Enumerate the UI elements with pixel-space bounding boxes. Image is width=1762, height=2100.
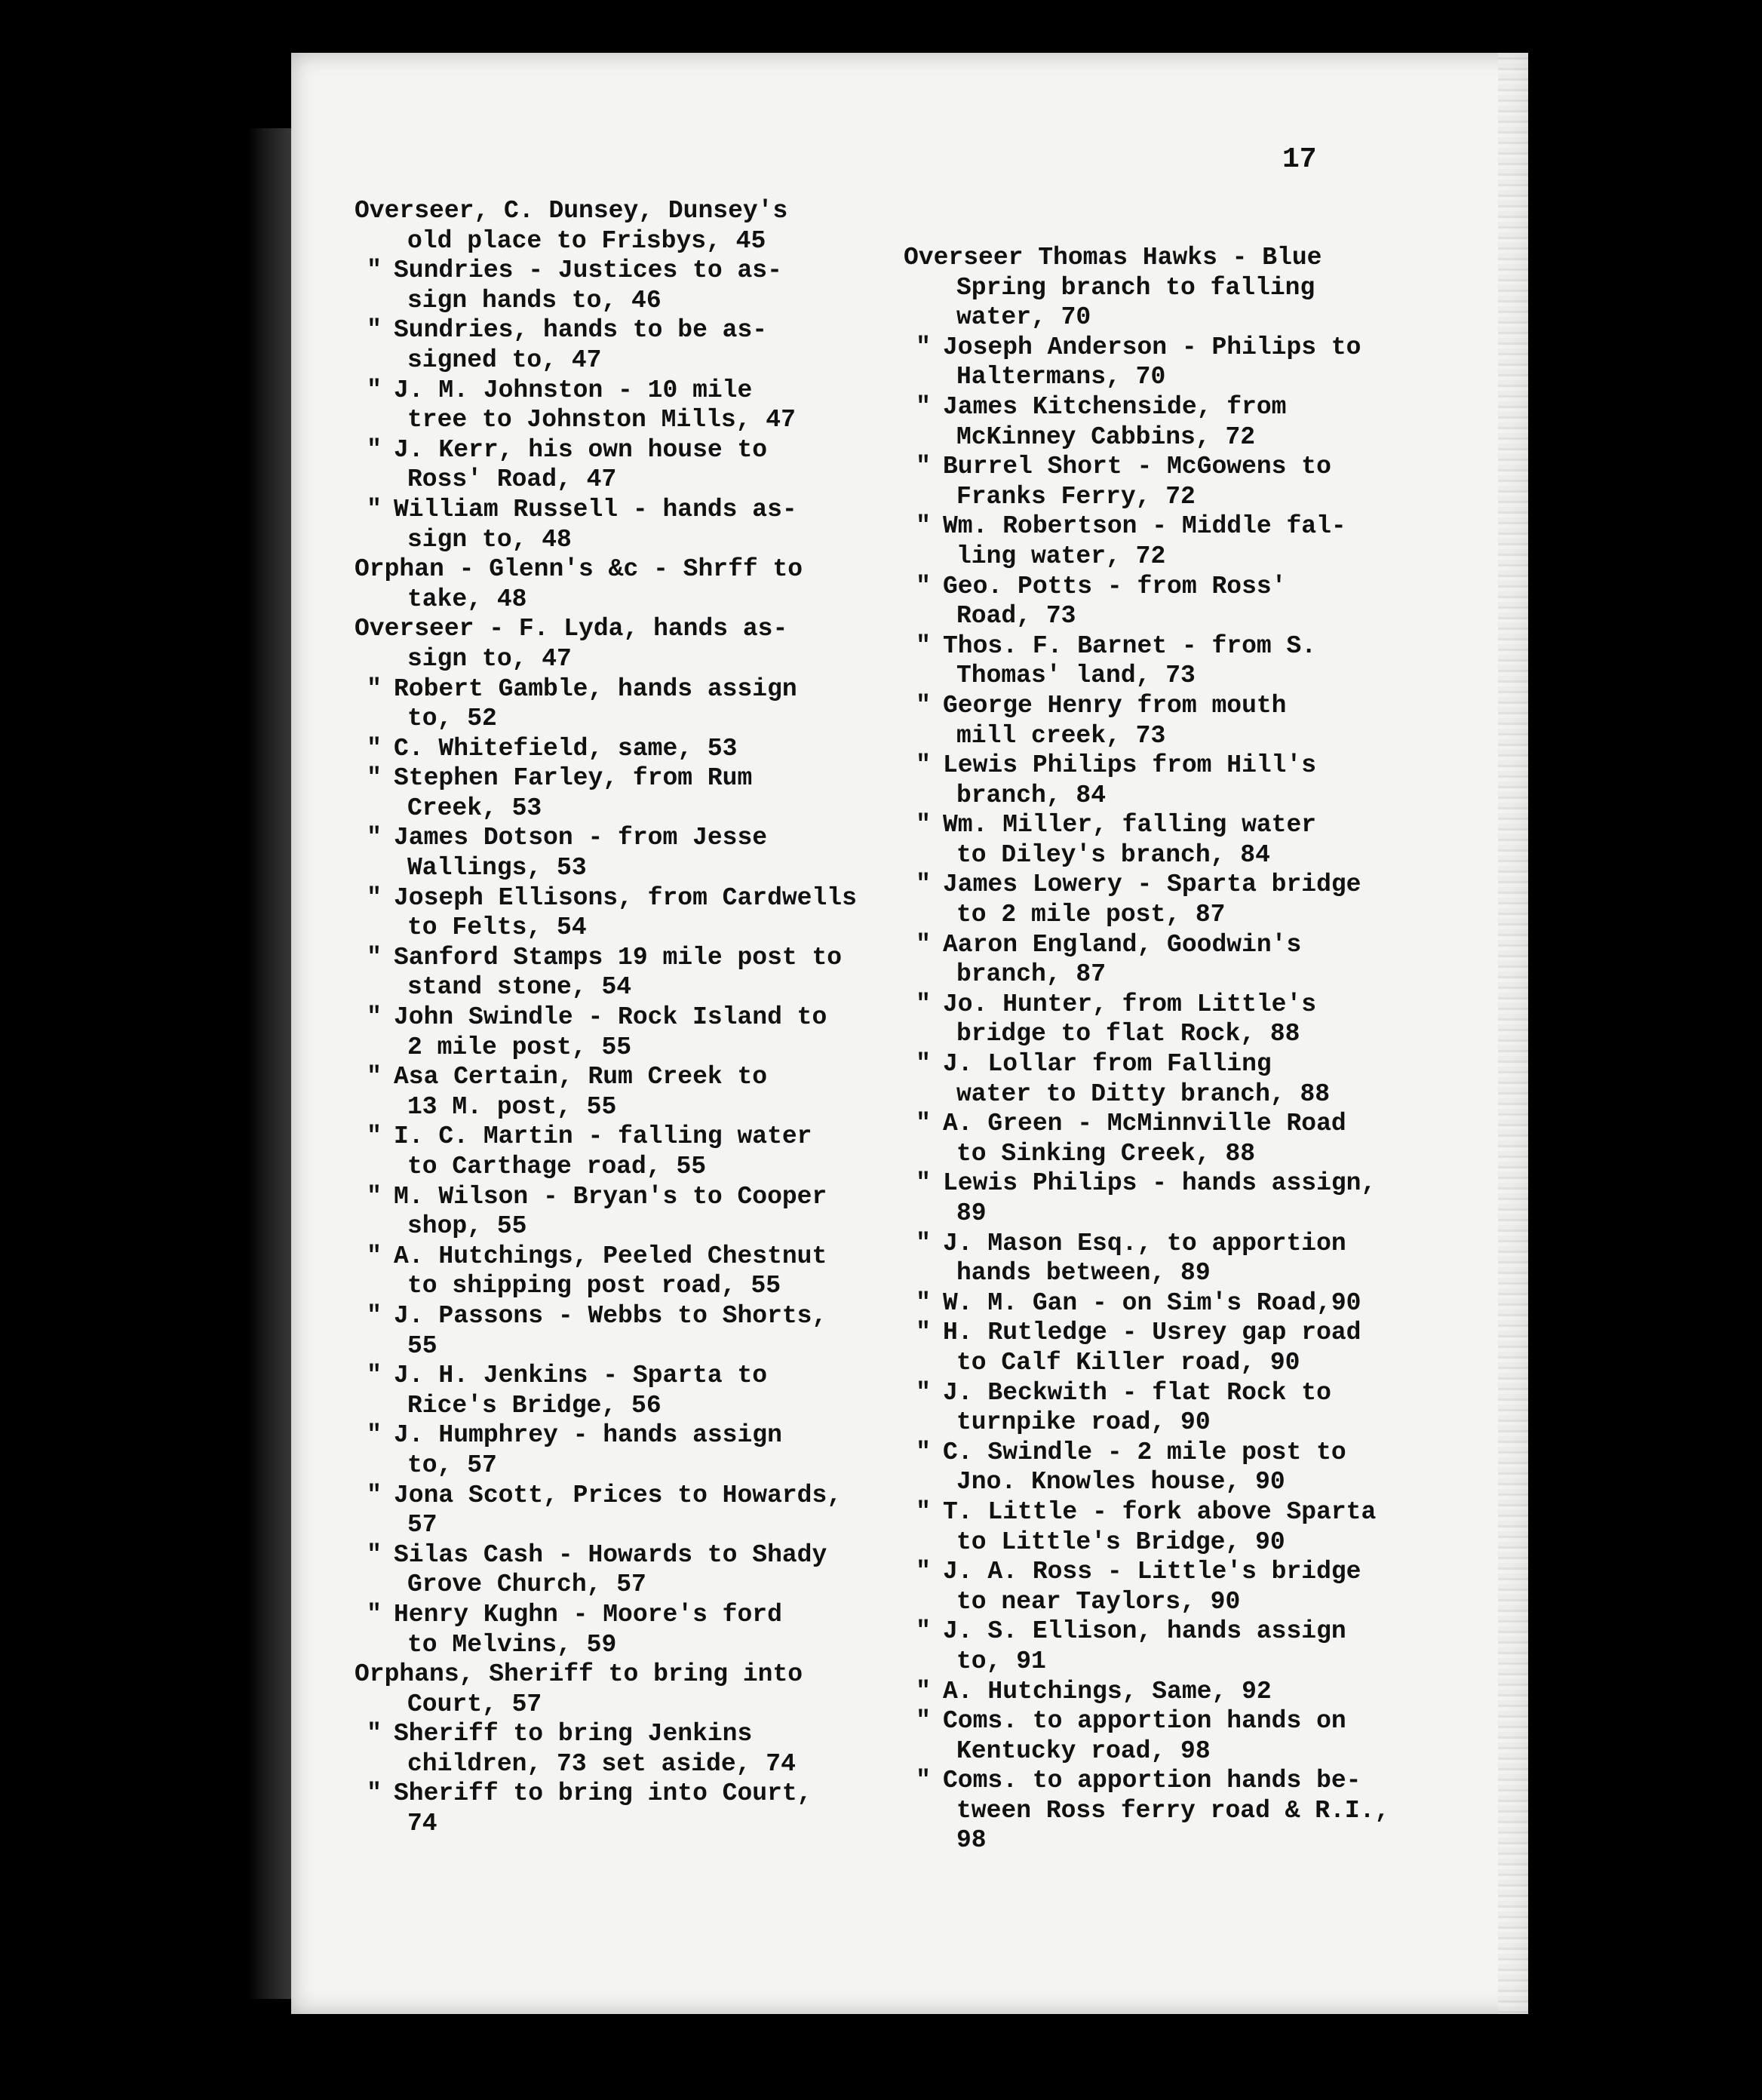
entry-line xyxy=(904,751,1389,781)
entry-text: James Kitchenside, from xyxy=(943,392,1287,421)
entry-text: Lewis Philips from Hill's xyxy=(943,751,1317,780)
entry-text: J. Beckwith - flat Rock to xyxy=(943,1378,1331,1407)
index-entry xyxy=(904,810,1389,870)
entry-line: sign to, 47 xyxy=(407,644,572,673)
index-entry xyxy=(904,751,1389,810)
entry-line: mill creek, 73 xyxy=(956,721,1166,750)
entry-line xyxy=(904,1766,1389,1796)
ditto-mark: " xyxy=(916,333,931,361)
entry-text: James Dotson - from Jesse xyxy=(394,824,768,852)
index-entry xyxy=(355,1122,857,1181)
ditto-mark: " xyxy=(916,1707,931,1736)
entry-text: Geo. Potts - from Ross' xyxy=(943,572,1287,600)
entry-line: to Felts, 54 xyxy=(407,913,587,942)
entry-text: J. Kerr, his own house to xyxy=(394,435,768,464)
index-entry xyxy=(355,1062,857,1122)
ditto-mark: " xyxy=(367,883,382,912)
entry-line: Jno. Knowles house, 90 xyxy=(956,1468,1285,1497)
entry-line: hands between, 89 xyxy=(956,1259,1211,1288)
entry-line: 89 xyxy=(956,1199,987,1227)
entry-line: Thomas' land, 73 xyxy=(956,662,1196,690)
entry-line: Kentucky road, 98 xyxy=(956,1736,1211,1765)
entry-text: J. Lollar from Falling xyxy=(943,1050,1272,1079)
entry-line: 55 xyxy=(407,1331,437,1360)
entry-text: T. Little - fork above Sparta xyxy=(943,1497,1377,1526)
entry-text: Wm. Miller, falling water xyxy=(943,811,1317,840)
entry-text: Coms. to apportion hands on xyxy=(943,1707,1346,1736)
index-entry xyxy=(355,554,857,614)
index-column-left xyxy=(355,196,857,1839)
entry-line: McKinney Cabbins, 72 xyxy=(956,422,1256,451)
index-entry xyxy=(355,674,857,734)
ditto-mark: " xyxy=(916,631,931,660)
entry-text: W. M. Gan - on Sim's Road,90 xyxy=(943,1288,1361,1317)
entry-line xyxy=(904,1318,1389,1348)
index-entry xyxy=(904,870,1389,929)
index-entry xyxy=(904,1288,1389,1319)
index-entry xyxy=(904,333,1389,392)
entry-line xyxy=(355,1182,857,1212)
index-entry xyxy=(355,256,857,315)
entry-line: tree to Johnston Mills, 47 xyxy=(407,406,796,434)
entry-line xyxy=(904,930,1389,960)
entry-line xyxy=(904,572,1389,602)
entry-line: to, 57 xyxy=(407,1451,497,1479)
entry-line xyxy=(904,1288,1389,1319)
entry-line: to shipping post road, 55 xyxy=(407,1272,781,1300)
entry-line xyxy=(355,376,857,406)
index-entry xyxy=(904,1378,1389,1438)
entry-line xyxy=(355,883,857,913)
entry-line: Court, 57 xyxy=(407,1690,542,1718)
entry-line xyxy=(355,495,857,525)
entry-text: A. Hutchings, Peeled Chestnut xyxy=(394,1242,827,1270)
ditto-mark: " xyxy=(367,943,382,972)
entry-line xyxy=(355,435,857,465)
ditto-mark: " xyxy=(367,734,382,763)
entry-text: Sundries - Justices to as- xyxy=(394,256,782,285)
entry-line: Haltermans, 70 xyxy=(956,363,1166,391)
index-entry xyxy=(904,1677,1389,1707)
entry-line: sign to, 48 xyxy=(407,525,572,554)
entry-text: Lewis Philips - hands assign, xyxy=(943,1169,1377,1198)
index-entry xyxy=(355,1779,857,1838)
entry-line xyxy=(355,315,857,345)
entry-line: Spring branch to falling xyxy=(956,273,1315,302)
entry-text: Wm. Robertson - Middle fal- xyxy=(943,512,1346,541)
index-entry xyxy=(355,823,857,883)
entry-line xyxy=(355,1540,857,1570)
entry-line: Orphan - Glenn's &c - Shrff to xyxy=(355,555,803,584)
index-entry xyxy=(355,1002,857,1062)
index-entry xyxy=(355,1659,857,1719)
entry-line xyxy=(355,1600,857,1630)
entry-text: Sanford Stamps 19 mile post to xyxy=(394,943,843,972)
ditto-mark: " xyxy=(916,691,931,720)
entry-line xyxy=(904,1168,1389,1199)
entry-text: J. Passons - Webbs to Shorts, xyxy=(394,1301,827,1330)
index-entry xyxy=(355,1719,857,1779)
ditto-mark: " xyxy=(367,495,382,523)
entry-line: to Carthage road, 55 xyxy=(407,1153,707,1180)
ditto-mark: " xyxy=(367,1779,382,1808)
entry-text: H. Rutledge - Usrey gap road xyxy=(943,1319,1361,1347)
entry-text: J. Mason Esq., to apportion xyxy=(943,1229,1346,1257)
ditto-mark: " xyxy=(916,1497,931,1526)
entry-line: tween Ross ferry road & R.I., xyxy=(956,1796,1390,1825)
index-entry xyxy=(904,930,1389,990)
entry-line: stand stone, 54 xyxy=(407,973,632,1002)
entry-text: A. Green - McMinnville Road xyxy=(943,1110,1346,1138)
entry-line: 13 M. post, 55 xyxy=(407,1092,617,1121)
entry-line: branch, 87 xyxy=(956,960,1107,989)
entry-text: Coms. to apportion hands be- xyxy=(943,1767,1361,1795)
entry-line xyxy=(355,1361,857,1391)
entry-text: C. Swindle - 2 mile post to xyxy=(943,1438,1346,1466)
entry-line: ling water, 72 xyxy=(956,542,1166,570)
entry-line: Overseer - F. Lyda, hands as- xyxy=(355,615,788,643)
entry-text: J. A. Ross - Little's bridge xyxy=(943,1558,1361,1586)
entry-line xyxy=(904,1497,1389,1527)
ditto-mark: " xyxy=(916,1677,931,1705)
index-entry xyxy=(904,691,1389,751)
index-entry xyxy=(355,376,857,435)
entry-line xyxy=(904,1706,1389,1736)
entry-line xyxy=(904,1438,1389,1468)
entry-line: Grove Church, 57 xyxy=(407,1570,646,1599)
entry-line xyxy=(355,734,857,764)
ditto-mark: " xyxy=(367,1540,382,1569)
entry-text: J. H. Jenkins - Sparta to xyxy=(394,1362,768,1390)
ditto-mark: " xyxy=(916,1558,931,1586)
ditto-mark: " xyxy=(367,1600,382,1629)
entry-line: 74 xyxy=(407,1810,437,1838)
entry-text: J. M. Johnston - 10 mile xyxy=(394,376,753,404)
entry-text: Asa Certain, Rum Creek to xyxy=(394,1063,768,1091)
index-entry xyxy=(355,1420,857,1480)
entry-line: children, 73 set aside, 74 xyxy=(407,1749,796,1778)
index-entry xyxy=(355,763,857,823)
ditto-mark: " xyxy=(916,930,931,959)
index-entry xyxy=(904,392,1389,452)
entry-line: signed to, 47 xyxy=(407,345,602,374)
index-entry xyxy=(904,990,1389,1049)
entry-line xyxy=(355,1481,857,1511)
index-entry xyxy=(904,1497,1389,1557)
index-entry xyxy=(355,1242,857,1301)
entry-line xyxy=(904,452,1389,482)
entry-line xyxy=(355,1002,857,1033)
ditto-mark: " xyxy=(367,1122,382,1151)
entry-line: branch, 84 xyxy=(956,781,1107,809)
entry-line: 2 mile post, 55 xyxy=(407,1033,632,1061)
ditto-mark: " xyxy=(916,392,931,421)
ditto-mark: " xyxy=(916,870,931,899)
index-entry xyxy=(904,1049,1389,1109)
index-entry xyxy=(904,1168,1389,1228)
entry-text: Stephen Farley, from Rum xyxy=(394,764,753,793)
ditto-mark: " xyxy=(367,376,382,404)
entry-line xyxy=(904,1109,1389,1139)
entry-text: Sheriff to bring into Court, xyxy=(394,1779,812,1808)
entry-line xyxy=(904,810,1389,840)
entry-line: to Diley's branch, 84 xyxy=(956,840,1270,869)
index-column-right xyxy=(904,243,1389,1856)
entry-line xyxy=(904,990,1389,1020)
entry-line xyxy=(904,1378,1389,1408)
entry-text: I. C. Martin - falling water xyxy=(394,1122,812,1151)
entry-text: Silas Cash - Howards to Shady xyxy=(394,1540,827,1569)
entry-line: to near Taylors, 90 xyxy=(956,1587,1241,1616)
entry-line: 98 xyxy=(956,1826,987,1855)
index-entry xyxy=(355,614,857,674)
ditto-mark: " xyxy=(367,1242,382,1270)
index-entry xyxy=(904,1706,1389,1766)
entry-text: Sheriff to bring Jenkins xyxy=(394,1720,753,1748)
index-entry xyxy=(355,1600,857,1659)
entry-line xyxy=(904,1557,1389,1587)
entry-line xyxy=(355,1420,857,1451)
entry-line xyxy=(904,691,1389,721)
entry-text: Joseph Anderson - Philips to xyxy=(943,333,1361,361)
entry-line: to Calf Killer road, 90 xyxy=(956,1348,1300,1377)
entry-line xyxy=(355,674,857,705)
page-edge-shadow xyxy=(247,128,293,1999)
ditto-mark: " xyxy=(367,435,382,464)
entry-line xyxy=(904,1049,1389,1079)
entry-line: to, 52 xyxy=(407,705,497,733)
index-entry xyxy=(904,243,1389,333)
ditto-mark: " xyxy=(367,316,382,345)
ditto-mark: " xyxy=(916,512,931,541)
entry-line: turnpike road, 90 xyxy=(956,1408,1211,1437)
index-entry xyxy=(904,1438,1389,1497)
entry-line xyxy=(355,256,857,286)
index-entry xyxy=(355,1361,857,1420)
entry-line xyxy=(904,333,1389,363)
index-entry xyxy=(355,883,857,943)
entry-line xyxy=(355,943,857,973)
entry-line xyxy=(355,1122,857,1152)
entry-line xyxy=(904,1616,1389,1647)
entry-line: to 2 mile post, 87 xyxy=(956,901,1226,929)
index-entry xyxy=(904,1557,1389,1616)
entry-line xyxy=(904,870,1389,900)
ditto-mark: " xyxy=(367,824,382,852)
entry-text: Sundries, hands to be as- xyxy=(394,316,768,345)
index-entry xyxy=(904,1229,1389,1288)
ditto-mark: " xyxy=(916,1110,931,1138)
entry-text: James Lowery - Sparta bridge xyxy=(943,870,1361,899)
entry-line: old place to Frisbys, 45 xyxy=(407,226,766,255)
entry-line xyxy=(904,1677,1389,1707)
index-entry xyxy=(355,1301,857,1361)
entry-text: George Henry from mouth xyxy=(943,691,1287,720)
entry-line: Creek, 53 xyxy=(407,794,542,822)
ditto-mark: " xyxy=(367,1003,382,1032)
ditto-mark: " xyxy=(367,764,382,793)
entry-line xyxy=(355,823,857,853)
ditto-mark: " xyxy=(367,256,382,285)
entry-text: Jo. Hunter, from Little's xyxy=(943,990,1317,1018)
page-number: 17 xyxy=(1282,143,1317,176)
entry-line: Orphans, Sheriff to bring into xyxy=(355,1660,803,1689)
ditto-mark: " xyxy=(367,1063,382,1091)
entry-line: Rice's Bridge, 56 xyxy=(407,1391,662,1420)
entry-line xyxy=(355,1062,857,1092)
entry-line: bridge to flat Rock, 88 xyxy=(956,1020,1300,1048)
index-entry xyxy=(355,734,857,764)
entry-text: William Russell - hands as- xyxy=(394,495,797,523)
entry-text: C. Whitefield, same, 53 xyxy=(394,734,738,763)
entry-text: Aaron England, Goodwin's xyxy=(943,930,1302,959)
entry-line xyxy=(904,392,1389,422)
index-entry xyxy=(355,1481,857,1540)
ditto-mark: " xyxy=(916,1319,931,1347)
ditto-mark: " xyxy=(916,1438,931,1466)
ditto-mark: " xyxy=(916,1169,931,1198)
page-right-edge xyxy=(1498,53,1528,2014)
ditto-mark: " xyxy=(916,990,931,1018)
index-entry xyxy=(355,495,857,554)
index-entry xyxy=(355,943,857,1002)
index-entry xyxy=(904,1109,1389,1168)
entry-line xyxy=(355,1242,857,1272)
entry-line: 57 xyxy=(407,1511,437,1540)
index-entry xyxy=(904,631,1389,691)
entry-line: to, 91 xyxy=(956,1647,1046,1675)
index-entry xyxy=(355,315,857,375)
index-entry xyxy=(904,1616,1389,1676)
entry-line: Ross' Road, 47 xyxy=(407,465,617,494)
ditto-mark: " xyxy=(367,1481,382,1509)
ditto-mark: " xyxy=(916,1288,931,1317)
entry-line: to Little's Bridge, 90 xyxy=(956,1527,1285,1556)
index-entry xyxy=(904,572,1389,631)
entry-text: Burrel Short - McGowens to xyxy=(943,453,1331,481)
index-entry xyxy=(355,435,857,495)
index-entry xyxy=(904,511,1389,571)
entry-line xyxy=(355,763,857,794)
ditto-mark: " xyxy=(367,674,382,703)
ditto-mark: " xyxy=(916,751,931,780)
ditto-mark: " xyxy=(916,811,931,840)
ditto-mark: " xyxy=(916,1229,931,1257)
entry-line: Franks Ferry, 72 xyxy=(956,482,1196,511)
ditto-mark: " xyxy=(916,1767,931,1795)
entry-line: take, 48 xyxy=(407,585,527,613)
entry-line: water, 70 xyxy=(956,303,1091,332)
index-entry xyxy=(355,196,857,256)
ditto-mark: " xyxy=(367,1362,382,1390)
index-entry xyxy=(355,1182,857,1242)
entry-text: J. S. Ellison, hands assign xyxy=(943,1617,1346,1646)
entry-text: A. Hutchings, Same, 92 xyxy=(943,1677,1272,1705)
ditto-mark: " xyxy=(367,1720,382,1748)
entry-text: Jona Scott, Prices to Howards, xyxy=(394,1481,843,1509)
entry-text: Thos. F. Barnet - from S. xyxy=(943,631,1317,660)
entry-text: M. Wilson - Bryan's to Cooper xyxy=(394,1182,827,1211)
entry-line: to Melvins, 59 xyxy=(407,1630,617,1659)
ditto-mark: " xyxy=(916,1617,931,1646)
entry-text: John Swindle - Rock Island to xyxy=(394,1003,827,1032)
entry-line xyxy=(904,511,1389,542)
entry-line xyxy=(355,1301,857,1331)
entry-line xyxy=(355,1719,857,1749)
entry-line: to Sinking Creek, 88 xyxy=(956,1139,1256,1168)
entry-line: water to Ditty branch, 88 xyxy=(956,1079,1331,1108)
entry-text: Henry Kughn - Moore's ford xyxy=(394,1600,782,1629)
ditto-mark: " xyxy=(367,1182,382,1211)
ditto-mark: " xyxy=(916,453,931,481)
entry-line: Road, 73 xyxy=(956,602,1076,631)
ditto-mark: " xyxy=(916,1050,931,1079)
ditto-mark: " xyxy=(367,1301,382,1330)
entry-text: Robert Gamble, hands assign xyxy=(394,674,797,703)
index-entry xyxy=(355,1540,857,1600)
scan-border-left xyxy=(0,0,249,2100)
entry-line xyxy=(904,1229,1389,1259)
ditto-mark: " xyxy=(367,1421,382,1450)
entry-text: Joseph Ellisons, from Cardwells xyxy=(394,883,857,912)
index-entry xyxy=(904,1318,1389,1377)
entry-line: sign hands to, 46 xyxy=(407,286,662,315)
ditto-mark: " xyxy=(916,1378,931,1407)
ditto-mark: " xyxy=(916,572,931,600)
entry-line: Overseer, C. Dunsey, Dunsey's xyxy=(355,197,788,225)
entry-text: J. Humphrey - hands assign xyxy=(394,1421,782,1450)
entry-line: Wallings, 53 xyxy=(407,854,587,883)
entry-line xyxy=(355,1779,857,1809)
entry-line xyxy=(904,631,1389,662)
index-entry xyxy=(904,1766,1389,1856)
index-entry xyxy=(904,452,1389,511)
entry-line: shop, 55 xyxy=(407,1212,527,1241)
entry-line: Overseer Thomas Hawks - Blue xyxy=(904,244,1322,272)
